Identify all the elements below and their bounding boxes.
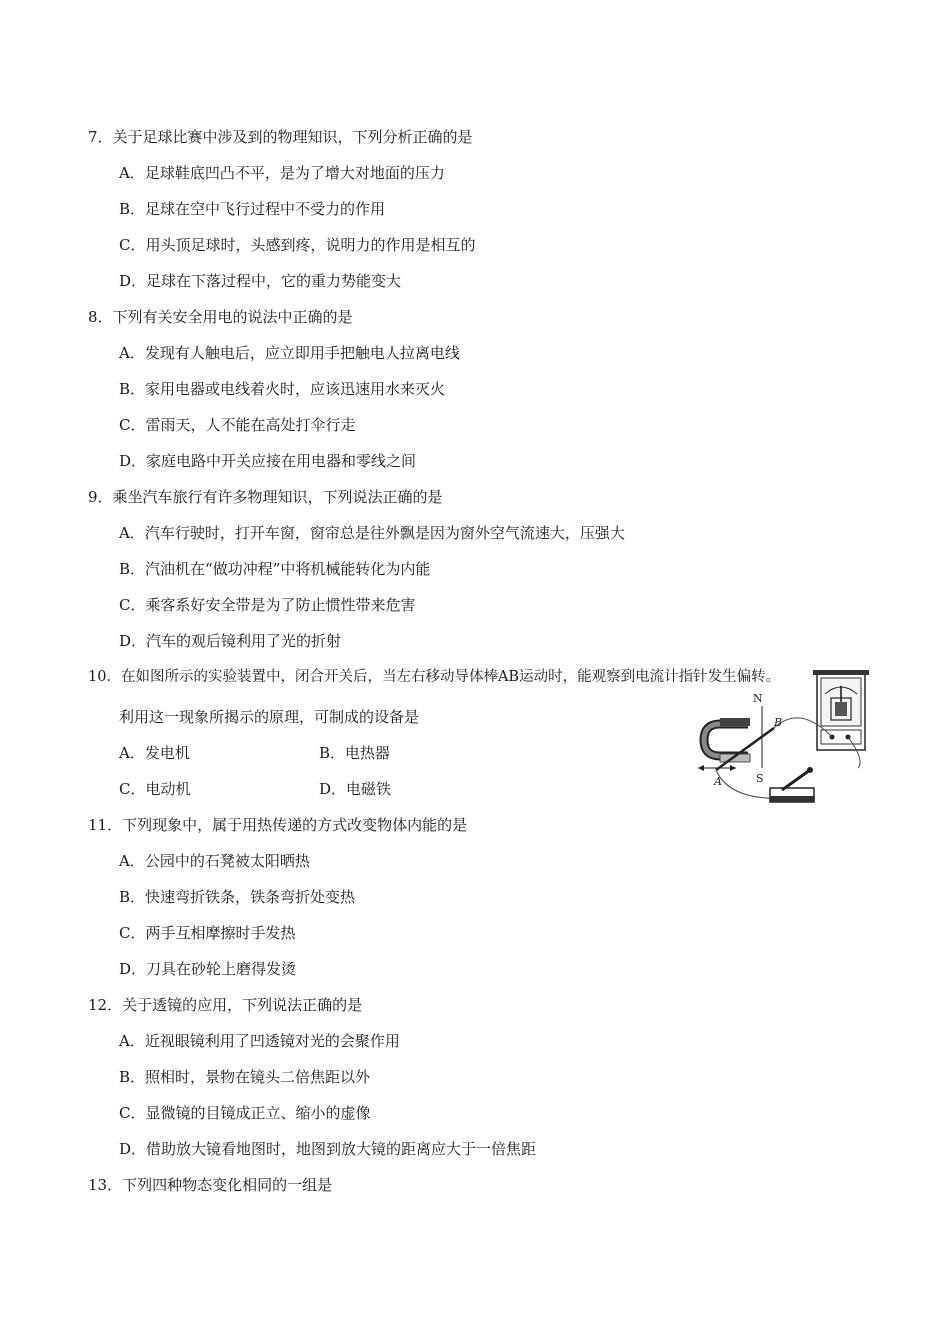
question-11-option-c: C．两手互相摩擦时手发热	[119, 924, 296, 942]
question-11-option-a: A．公园中的石凳被太阳晒热	[119, 852, 310, 870]
question-8-option-b: B．家用电器或电线着火时，应该迅速用水来灭火	[119, 380, 446, 398]
question-10-option-d: D．电磁铁	[319, 780, 392, 798]
question-9-option-c: C．乘客系好安全带是为了防止惯性带来危害	[119, 596, 416, 614]
u-magnet-icon	[704, 718, 750, 762]
question-10-option-a: A．发电机	[119, 744, 190, 762]
electromagnetic-induction-figure	[690, 668, 885, 808]
question-12-option-d: D．借助放大镜看地图时，地图到放大镜的距离应大于一倍焦距	[119, 1140, 537, 1158]
label-n: N	[753, 692, 763, 705]
question-10-stem: 10．在如图所示的实验装置中，闭合开关后，当左右移动导体棒AB运动时，能观察到电流计指针发生偏转。	[88, 669, 781, 685]
conductor-rod-ab	[716, 728, 774, 770]
question-9-stem: 9．乘坐汽车旅行有许多物理知识，下列说法正确的是	[88, 488, 443, 506]
knife-switch-icon	[770, 767, 814, 802]
question-9-option-d: D．汽车的观后镜利用了光的折射	[119, 632, 342, 650]
question-10-option-b: B．电热器	[319, 744, 391, 762]
question-7-option-a: A．足球鞋底凹凸不平，是为了增大对地面的压力	[119, 164, 445, 182]
question-9-option-b: B．汽油机在“做功冲程”中将机械能转化为内能	[119, 560, 431, 578]
question-7-stem: 7．关于足球比赛中涉及到的物理知识，下列分析正确的是	[88, 128, 473, 146]
question-7-option-b: B．足球在空中飞行过程中不受力的作用	[119, 200, 386, 218]
question-12-option-c: C．显微镜的目镜成正立、缩小的虚像	[119, 1104, 371, 1122]
question-11-option-b: B．快速弯折铁条，铁条弯折处变热	[119, 888, 356, 906]
question-12-option-a: A．近视眼镜利用了凹透镜对光的会聚作用	[119, 1032, 400, 1050]
question-7-option-c: C．用头顶足球时，头感到疼，说明力的作用是相互的	[119, 236, 476, 254]
question-12-stem: 12．关于透镜的应用，下列说法正确的是	[88, 996, 363, 1014]
question-8-option-d: D．家庭电路中开关应接在用电器和零线之间	[119, 452, 417, 470]
question-8-option-a: A．发现有人触电后，应立即用手把触电人拉离电线	[119, 344, 460, 362]
question-7-option-d: D．足球在下落过程中，它的重力势能变大	[119, 272, 402, 290]
label-s: S	[756, 772, 764, 785]
label-b: B	[774, 716, 783, 729]
question-8-option-c: C．雷雨天，人不能在高处打伞行走	[119, 416, 356, 434]
galvanometer-icon	[813, 670, 869, 750]
question-11-stem: 11．下列现象中，属于用热传递的方式改变物体内能的是	[88, 816, 468, 834]
question-11-option-d: D．刀具在砂轮上磨得发烫	[119, 960, 297, 978]
question-8-stem: 8．下列有关安全用电的说法中正确的是	[88, 308, 353, 326]
question-10-option-c: C．电动机	[119, 780, 191, 798]
question-9-option-a: A．汽车行驶时，打开车窗，窗帘总是往外飘是因为窗外空气流速大，压强大	[119, 524, 625, 542]
label-a: A	[714, 775, 722, 788]
question-10-stem-continued: 利用这一现象所揭示的原理，可制成的设备是	[119, 708, 420, 726]
question-12-option-b: B．照相时，景物在镜头二倍焦距以外	[119, 1068, 371, 1086]
question-13-stem: 13．下列四种物态变化相同的一组是	[88, 1176, 333, 1194]
